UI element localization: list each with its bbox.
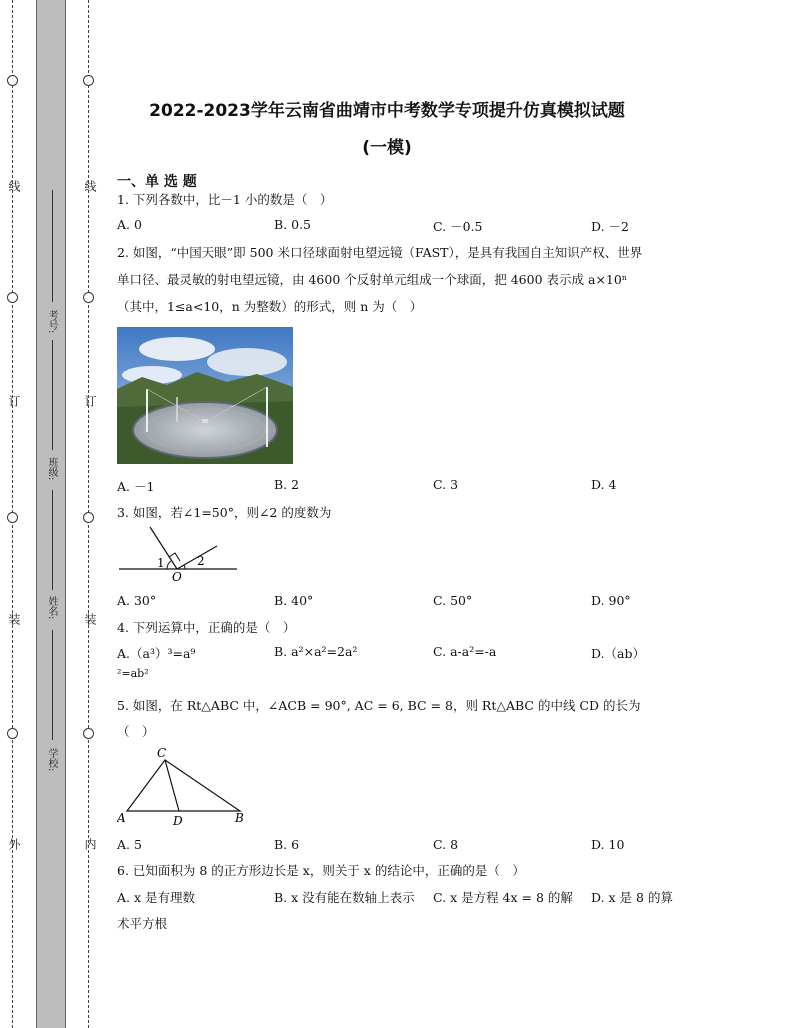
- field-school: 学校:: [46, 748, 57, 772]
- q6-option-d-cont: 术平方根: [117, 916, 168, 931]
- exam-subtitle: (一模): [362, 138, 412, 158]
- q6-option-a: A. x 是有理数: [117, 890, 195, 905]
- q3-option-b: B. 40°: [274, 593, 314, 608]
- outer-mark-xian: 线: [7, 180, 21, 192]
- inner-mark-zhuang: 装: [83, 613, 97, 625]
- binding-hole-icon: [83, 728, 94, 739]
- q6-option-c: C. x 是方程 4x = 8 的解: [433, 890, 573, 905]
- q2-option-b: B. 2: [274, 477, 300, 492]
- q5-stem-line1: 5. 如图，在 Rt△ABC 中，∠ACB = 90°, AC = 6, BC = 8，则 Rt△ABC 的中线 CD 的长为: [117, 698, 641, 713]
- q1-option-a: A. 0: [117, 217, 142, 232]
- field-blank: [52, 340, 53, 450]
- q5-option-a: A. 5: [117, 837, 142, 852]
- field-blank: [52, 630, 53, 740]
- section-heading: 一、单 选 题: [117, 174, 197, 190]
- q1-option-d: D. －2: [591, 219, 629, 234]
- q3-label-o: O: [172, 570, 182, 584]
- binding-hole-icon: [7, 292, 18, 303]
- q2-stem-line1: 2. 如图，“中国天眼”即 500 米口径球面射电望远镜（FAST），是具有我国自主知识产权、世界: [117, 245, 643, 260]
- q1-stem: 1. 下列各数中，比－1 小的数是（ ）: [117, 192, 333, 207]
- q1-option-b: B. 0.5: [274, 217, 312, 232]
- q2-option-c: C. 3: [433, 477, 459, 492]
- q5-stem-line2: （ ）: [117, 724, 155, 739]
- q4-option-c: C. a-a²=-a: [433, 644, 497, 659]
- field-blank: [52, 190, 53, 302]
- q4-stem: 4. 下列运算中，正确的是（ ）: [117, 620, 296, 635]
- q5-label-d: D: [173, 814, 183, 827]
- q2-stem-line3: （其中，1≤a<10，n 为整数）的形式，则 n 为（ ）: [117, 299, 423, 314]
- q5-label-b: B: [235, 811, 244, 825]
- q3-stem: 3. 如图，若∠1=50°，则∠2 的度数为: [117, 505, 332, 520]
- field-name: 姓名:: [46, 596, 57, 620]
- q5-label-c: C: [157, 746, 167, 760]
- q5-option-b: B. 6: [274, 837, 300, 852]
- outer-mark-zhuang: 装: [7, 613, 21, 625]
- q5-triangle-figure: [117, 745, 252, 827]
- binding-hole-icon: [83, 292, 94, 303]
- q5-option-c: C. 8: [433, 837, 459, 852]
- binding-hole-icon: [7, 512, 18, 523]
- q5-option-d: D. 10: [591, 837, 625, 852]
- exam-title: 2022-2023学年云南省曲靖市中考数学专项提升仿真模拟试题: [149, 101, 625, 121]
- binding-hole-icon: [83, 75, 94, 86]
- binding-strip: [36, 0, 66, 1028]
- q4-option-b: B. a²×a²=2a²: [274, 644, 358, 659]
- inner-mark-nei: 内: [83, 838, 97, 850]
- q4-option-d: D.（ab）: [591, 646, 646, 661]
- q6-option-b: B. x 没有能在数轴上表示: [274, 890, 415, 905]
- q4-option-a: A.（a³）³=a⁹: [117, 646, 196, 661]
- q5-label-a: A: [117, 811, 126, 825]
- q6-stem: 6. 已知面积为 8 的正方形边长是 x，则关于 x 的结论中，正确的是（ ）: [117, 863, 525, 878]
- binding-hole-icon: [7, 728, 18, 739]
- outer-mark-wai: 外: [7, 838, 21, 850]
- q4-option-d-cont: ²=ab²: [117, 667, 149, 680]
- q3-angle-figure: [117, 522, 242, 584]
- q2-option-d: D. 4: [591, 477, 617, 492]
- q2-stem-line2: 单口径、最灵敏的射电望远镜，由 4600 个反射单元组成一个球面，把 4600 表示成 a×10ⁿ: [117, 272, 628, 287]
- field-blank: [52, 490, 53, 590]
- binding-margin: [0, 0, 110, 1028]
- q6-option-d: D. x 是 8 的算: [591, 890, 673, 905]
- q3-option-d: D. 90°: [591, 593, 631, 608]
- binding-hole-icon: [83, 512, 94, 523]
- inner-mark-xian: 线: [83, 180, 97, 192]
- q2-option-a: A. －1: [117, 479, 155, 494]
- q3-option-a: A. 30°: [117, 593, 157, 608]
- fast-telescope-photo: [117, 327, 293, 464]
- inner-mark-ding: 订: [83, 395, 97, 407]
- binding-hole-icon: [7, 75, 18, 86]
- q3-option-c: C. 50°: [433, 593, 473, 608]
- q3-label-2: 2: [197, 554, 205, 568]
- q1-option-c: C. －0.5: [433, 219, 483, 234]
- q3-label-1: 1: [157, 556, 165, 570]
- field-exam-no: 考号:: [46, 310, 57, 334]
- outer-mark-ding: 订: [7, 395, 21, 407]
- field-class: 班级:: [46, 457, 57, 481]
